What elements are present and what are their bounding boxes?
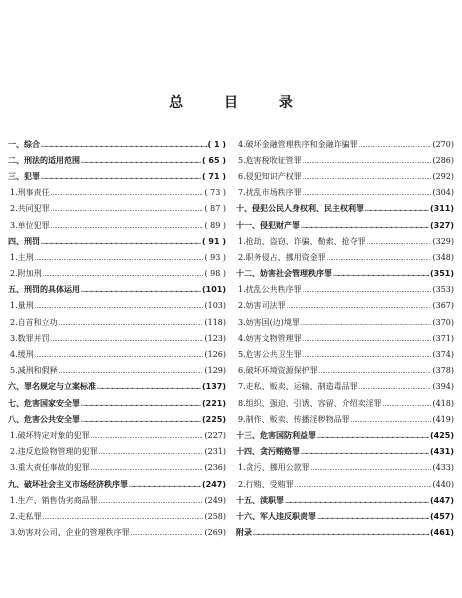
toc-page-number: (329) bbox=[432, 236, 454, 246]
toc-subsection-entry[interactable] bbox=[8, 249, 226, 265]
toc-dot-leader bbox=[351, 415, 432, 424]
toc-entry-label: 1.主刑 bbox=[10, 252, 34, 262]
toc-subsection-entry[interactable] bbox=[8, 185, 226, 201]
toc-entry-label: 附录 bbox=[236, 528, 252, 538]
toc-page-number: (419) bbox=[432, 414, 454, 424]
toc-entry-label: 2.附加刑 bbox=[10, 269, 42, 279]
toc-entry-label: 2.共同犯罪 bbox=[10, 204, 50, 214]
toc-subsection-entry[interactable] bbox=[236, 314, 454, 330]
toc-entry-label: 5.危害税收征管罪 bbox=[238, 155, 302, 165]
toc-page-number: ( 71 ) bbox=[201, 171, 226, 181]
toc-entry-label: 四、刑罚 bbox=[8, 236, 40, 246]
toc-entry-label: 十、侵犯公民人身权利、民主权利罪 bbox=[236, 204, 364, 214]
toc-page-number: (425) bbox=[429, 430, 454, 440]
toc-dot-leader bbox=[99, 496, 204, 505]
toc-subsection-entry[interactable] bbox=[236, 233, 454, 249]
toc-section-entry[interactable] bbox=[8, 379, 226, 395]
toc-page-number: (269) bbox=[204, 528, 226, 538]
toc-dot-leader bbox=[129, 480, 201, 489]
toc-entry-label: 9.制作、贩卖、传播淫秽物品罪 bbox=[238, 414, 350, 424]
toc-page-number: (225) bbox=[201, 414, 226, 424]
toc-dot-leader bbox=[327, 253, 432, 262]
toc-dot-leader bbox=[295, 480, 432, 489]
toc-page-number: ( 91 ) bbox=[201, 236, 226, 246]
toc-entry-label: 2.违反危险物管理的犯罪 bbox=[10, 447, 98, 457]
toc-page-number: ( 89 ) bbox=[204, 220, 226, 230]
toc-page-number: (378) bbox=[432, 366, 454, 376]
toc-page-number: (431) bbox=[429, 447, 454, 457]
toc-dot-leader bbox=[285, 496, 429, 505]
toc-dot-leader bbox=[317, 431, 429, 440]
toc-dot-leader bbox=[35, 350, 204, 359]
toc-subsection-entry[interactable] bbox=[236, 411, 454, 427]
toc-page-number: (348) bbox=[432, 252, 454, 262]
toc-section-entry[interactable] bbox=[236, 427, 454, 443]
toc-subsection-entry[interactable] bbox=[8, 330, 226, 346]
toc-dot-leader bbox=[51, 221, 204, 230]
toc-subsection-entry[interactable] bbox=[8, 444, 226, 460]
toc-entry-label: 8.组织、强迫、引诱、容留、介绍卖淫罪 bbox=[238, 398, 382, 408]
toc-entry-label: 7.走私、贩卖、运输、制造毒品罪 bbox=[238, 382, 358, 392]
toc-subsection-entry[interactable] bbox=[236, 330, 454, 346]
toc-section-entry[interactable] bbox=[236, 217, 454, 233]
toc-dot-leader bbox=[51, 204, 204, 213]
toc-entry-label: 1.破坏特定对象的犯罪 bbox=[10, 430, 90, 440]
toc-page-number: (457) bbox=[429, 511, 454, 521]
toc-section-entry[interactable] bbox=[236, 266, 454, 282]
toc-dot-leader bbox=[91, 431, 204, 440]
toc-dot-leader bbox=[301, 221, 429, 230]
toc-entry-label: 九、破坏社会主义市场经济秩序罪 bbox=[8, 479, 128, 489]
toc-subsection-entry[interactable] bbox=[8, 427, 226, 443]
toc-subsection-entry[interactable] bbox=[8, 298, 226, 314]
toc-dot-leader bbox=[253, 528, 429, 537]
toc-entry-label: 十五、渎职罪 bbox=[236, 495, 284, 505]
toc-entry-label: 二、刑法的适用范围 bbox=[8, 155, 80, 165]
toc-page-number: (249) bbox=[204, 495, 226, 505]
toc-page-number: (433) bbox=[432, 463, 454, 473]
toc-dot-leader bbox=[41, 237, 201, 246]
toc-entry-label: 五、刑罚的具体运用 bbox=[8, 285, 80, 295]
toc-entry-label: 2.职务侵占、挪用资金罪 bbox=[238, 252, 326, 262]
toc-entry-label: 2.行贿、受贿罪 bbox=[238, 479, 294, 489]
toc-subsection-entry[interactable] bbox=[8, 363, 226, 379]
toc-dot-leader bbox=[131, 528, 204, 537]
toc-dot-leader bbox=[35, 253, 204, 262]
toc-dot-leader bbox=[99, 447, 204, 456]
toc-subsection-entry[interactable] bbox=[236, 249, 454, 265]
toc-entry-label: 2.自首和立功 bbox=[10, 317, 58, 327]
toc-entry-label: 3.重大责任事故的犯罪 bbox=[10, 463, 90, 473]
toc-subsection-entry[interactable] bbox=[8, 508, 226, 524]
toc-dot-leader bbox=[303, 188, 432, 197]
toc-dot-leader bbox=[383, 399, 432, 408]
toc-dot-leader bbox=[359, 140, 432, 149]
toc-entry-label: 7.扰乱市场秩序罪 bbox=[238, 188, 302, 198]
toc-dot-leader bbox=[41, 140, 207, 149]
toc-section-entry[interactable] bbox=[8, 168, 226, 184]
toc-entry-label: 4.缓刑 bbox=[10, 350, 34, 360]
toc-dot-leader bbox=[41, 172, 201, 181]
toc-entry-label: 1.生产、销售伪劣商品罪 bbox=[10, 495, 98, 505]
toc-dot-leader bbox=[81, 399, 201, 408]
toc-page-number: (123) bbox=[204, 333, 226, 343]
toc-dot-leader bbox=[51, 334, 204, 343]
toc-entry-label: 4.破坏金融管理秩序和金融诈骗罪 bbox=[238, 139, 358, 149]
toc-page-number: (371) bbox=[432, 333, 454, 343]
toc-entry-label: 1.刑事责任 bbox=[10, 188, 50, 198]
toc-dot-leader bbox=[43, 512, 204, 521]
toc-dot-leader bbox=[317, 512, 429, 521]
page-title: 总 目 录 bbox=[169, 95, 311, 111]
toc-page-number: (351) bbox=[429, 269, 454, 279]
toc-entry-label: 十一、侵犯财产罪 bbox=[236, 220, 300, 230]
toc-entry-label: 七、危害国家安全罪 bbox=[8, 398, 80, 408]
toc-page-number: ( 93 ) bbox=[204, 252, 226, 262]
toc-dot-leader bbox=[303, 156, 432, 165]
toc-section-entry[interactable] bbox=[236, 508, 454, 524]
toc-entry-label: 十六、军人违反职责罪 bbox=[236, 511, 316, 521]
toc-entry-label: 3.单位犯罪 bbox=[10, 220, 50, 230]
toc-dot-leader bbox=[81, 285, 201, 294]
toc-subsection-entry[interactable] bbox=[236, 346, 454, 362]
toc-dot-leader bbox=[81, 415, 201, 424]
toc-dot-leader bbox=[359, 382, 432, 391]
toc-page-number: (101) bbox=[201, 285, 226, 295]
toc-page-number: (311) bbox=[429, 204, 454, 214]
toc-entry-label: 5.危害公共卫生罪 bbox=[238, 350, 302, 360]
toc-entry-label: 十二、妨害社会管理秩序罪 bbox=[236, 269, 332, 279]
toc-entry-label: 八、危害公共安全罪 bbox=[8, 414, 80, 424]
toc-page-number: (270) bbox=[432, 139, 454, 149]
toc-right-column bbox=[236, 136, 454, 541]
toc-section-entry[interactable] bbox=[8, 282, 226, 298]
toc-dot-leader bbox=[287, 301, 432, 310]
toc-page-number: (129) bbox=[204, 366, 226, 376]
toc-dot-leader bbox=[333, 269, 429, 278]
toc-entry-label: 3.妨害国(边)境罪 bbox=[238, 317, 300, 327]
toc-dot-leader bbox=[303, 334, 432, 343]
toc-section-entry[interactable] bbox=[236, 525, 454, 541]
toc-section-entry[interactable] bbox=[236, 201, 454, 217]
toc-subsection-entry[interactable] bbox=[8, 346, 226, 362]
toc-entry-label: 1.贪污、挪用公款罪 bbox=[238, 463, 310, 473]
toc-page-number: ( 98 ) bbox=[204, 269, 226, 279]
toc-page-number: ( 73 ) bbox=[204, 188, 226, 198]
toc-entry-label: 3.数罪并罚 bbox=[10, 333, 50, 343]
toc-subsection-entry[interactable] bbox=[236, 460, 454, 476]
toc-entry-label: 5.减刑和假释 bbox=[10, 366, 58, 376]
toc-subsection-entry[interactable] bbox=[236, 298, 454, 314]
toc-entry-label: 六、罪名规定与立案标准 bbox=[8, 382, 96, 392]
toc-subsection-entry[interactable] bbox=[236, 379, 454, 395]
toc-page-number: (286) bbox=[432, 155, 454, 165]
toc-page-number: ( 1 ) bbox=[207, 139, 226, 149]
toc-dot-leader bbox=[51, 188, 204, 197]
toc-subsection-entry[interactable] bbox=[8, 492, 226, 508]
toc-page-number: (418) bbox=[432, 398, 454, 408]
toc-page-number: (327) bbox=[429, 220, 454, 230]
toc-page-number: (258) bbox=[204, 511, 226, 521]
toc-subsection-entry[interactable] bbox=[236, 395, 454, 411]
toc-page-number: ( 65 ) bbox=[201, 155, 226, 165]
toc-page-number: (447) bbox=[429, 495, 454, 505]
toc-dot-leader bbox=[301, 447, 429, 456]
toc-subsection-entry[interactable] bbox=[8, 217, 226, 233]
toc-subsection-entry[interactable] bbox=[236, 185, 454, 201]
toc-page-number: (370) bbox=[432, 317, 454, 327]
toc-entry-label: 1.量刑 bbox=[10, 301, 34, 311]
toc-dot-leader bbox=[311, 463, 432, 472]
toc-page-number: (137) bbox=[201, 382, 226, 392]
toc-dot-leader bbox=[303, 350, 432, 359]
toc-left-column bbox=[8, 136, 226, 541]
toc-dot-leader bbox=[97, 382, 201, 391]
toc-entry-label: 2.走私罪 bbox=[10, 511, 42, 521]
toc-page-number: (247) bbox=[201, 479, 226, 489]
toc-subsection-entry[interactable] bbox=[236, 476, 454, 492]
toc-section-entry[interactable] bbox=[8, 152, 226, 168]
toc-subsection-entry[interactable] bbox=[236, 282, 454, 298]
toc-subsection-entry[interactable] bbox=[236, 152, 454, 168]
toc-page-number: (353) bbox=[432, 285, 454, 295]
toc-dot-leader bbox=[365, 204, 429, 213]
toc-entry-label: 2.妨害司法罪 bbox=[238, 301, 286, 311]
toc-page-number: (461) bbox=[429, 528, 454, 538]
toc-entry-label: 十三、危害国防利益罪 bbox=[236, 430, 316, 440]
toc-dot-leader bbox=[81, 156, 201, 165]
toc-subsection-entry[interactable] bbox=[8, 314, 226, 330]
toc-page-number: ( 87 ) bbox=[204, 204, 226, 214]
toc-page-number: (236) bbox=[204, 463, 226, 473]
toc-dot-leader bbox=[319, 366, 432, 375]
toc-entry-label: 1.抢劫、盗窃、诈骗、勒索、抢夺罪 bbox=[238, 236, 366, 246]
toc-page-number: (118) bbox=[204, 317, 226, 327]
toc-dot-leader bbox=[35, 301, 204, 310]
toc-entry-label: 一、综合 bbox=[8, 139, 40, 149]
toc-dot-leader bbox=[301, 318, 432, 327]
toc-entry-label: 3.妨害对公司、企业的管理秩序罪 bbox=[10, 528, 130, 538]
toc-page-number: (221) bbox=[201, 398, 226, 408]
toc-page-number: (126) bbox=[204, 350, 226, 360]
toc-entry-label: 三、犯罪 bbox=[8, 171, 40, 181]
toc-entry-label: 1.扰乱公共秩序罪 bbox=[238, 285, 302, 295]
toc-section-entry[interactable] bbox=[8, 233, 226, 249]
toc-dot-leader bbox=[59, 366, 204, 375]
toc-page-number: (231) bbox=[204, 447, 226, 457]
toc-dot-leader bbox=[367, 237, 432, 246]
toc-page-number: (374) bbox=[432, 350, 454, 360]
toc-page-number: (394) bbox=[432, 382, 454, 392]
toc-entry-label: 6.破坏环境资源保护罪 bbox=[238, 366, 318, 376]
toc-page-number: (367) bbox=[432, 301, 454, 311]
toc-section-entry[interactable] bbox=[8, 395, 226, 411]
toc-section-entry[interactable] bbox=[8, 136, 226, 152]
toc-dot-leader bbox=[303, 285, 432, 294]
toc-subsection-entry[interactable] bbox=[236, 136, 454, 152]
toc-page-number: (440) bbox=[432, 479, 454, 489]
toc-entry-label: 十四、贪污贿赂罪 bbox=[236, 447, 300, 457]
toc-dot-leader bbox=[43, 269, 204, 278]
toc-subsection-entry[interactable] bbox=[8, 525, 226, 541]
toc-dot-leader bbox=[303, 172, 432, 181]
toc-subsection-entry[interactable] bbox=[236, 363, 454, 379]
toc-subsection-entry[interactable] bbox=[8, 266, 226, 282]
toc-entry-label: 4.妨害文物管理罪 bbox=[238, 333, 302, 343]
toc-subsection-entry[interactable] bbox=[8, 460, 226, 476]
toc-page-number: (103) bbox=[204, 301, 226, 311]
toc-section-entry[interactable] bbox=[8, 411, 226, 427]
toc-subsection-entry[interactable] bbox=[236, 168, 454, 184]
toc-dot-leader bbox=[91, 463, 204, 472]
toc-section-entry[interactable] bbox=[236, 444, 454, 460]
toc-section-entry[interactable] bbox=[8, 476, 226, 492]
toc-subsection-entry[interactable] bbox=[8, 201, 226, 217]
toc-page-number: (304) bbox=[432, 188, 454, 198]
toc-dot-leader bbox=[59, 318, 204, 327]
toc-page-number: (227) bbox=[204, 430, 226, 440]
toc-section-entry[interactable] bbox=[236, 492, 454, 508]
toc-page-number: (292) bbox=[432, 171, 454, 181]
toc-entry-label: 6.侵犯知识产权罪 bbox=[238, 171, 302, 181]
